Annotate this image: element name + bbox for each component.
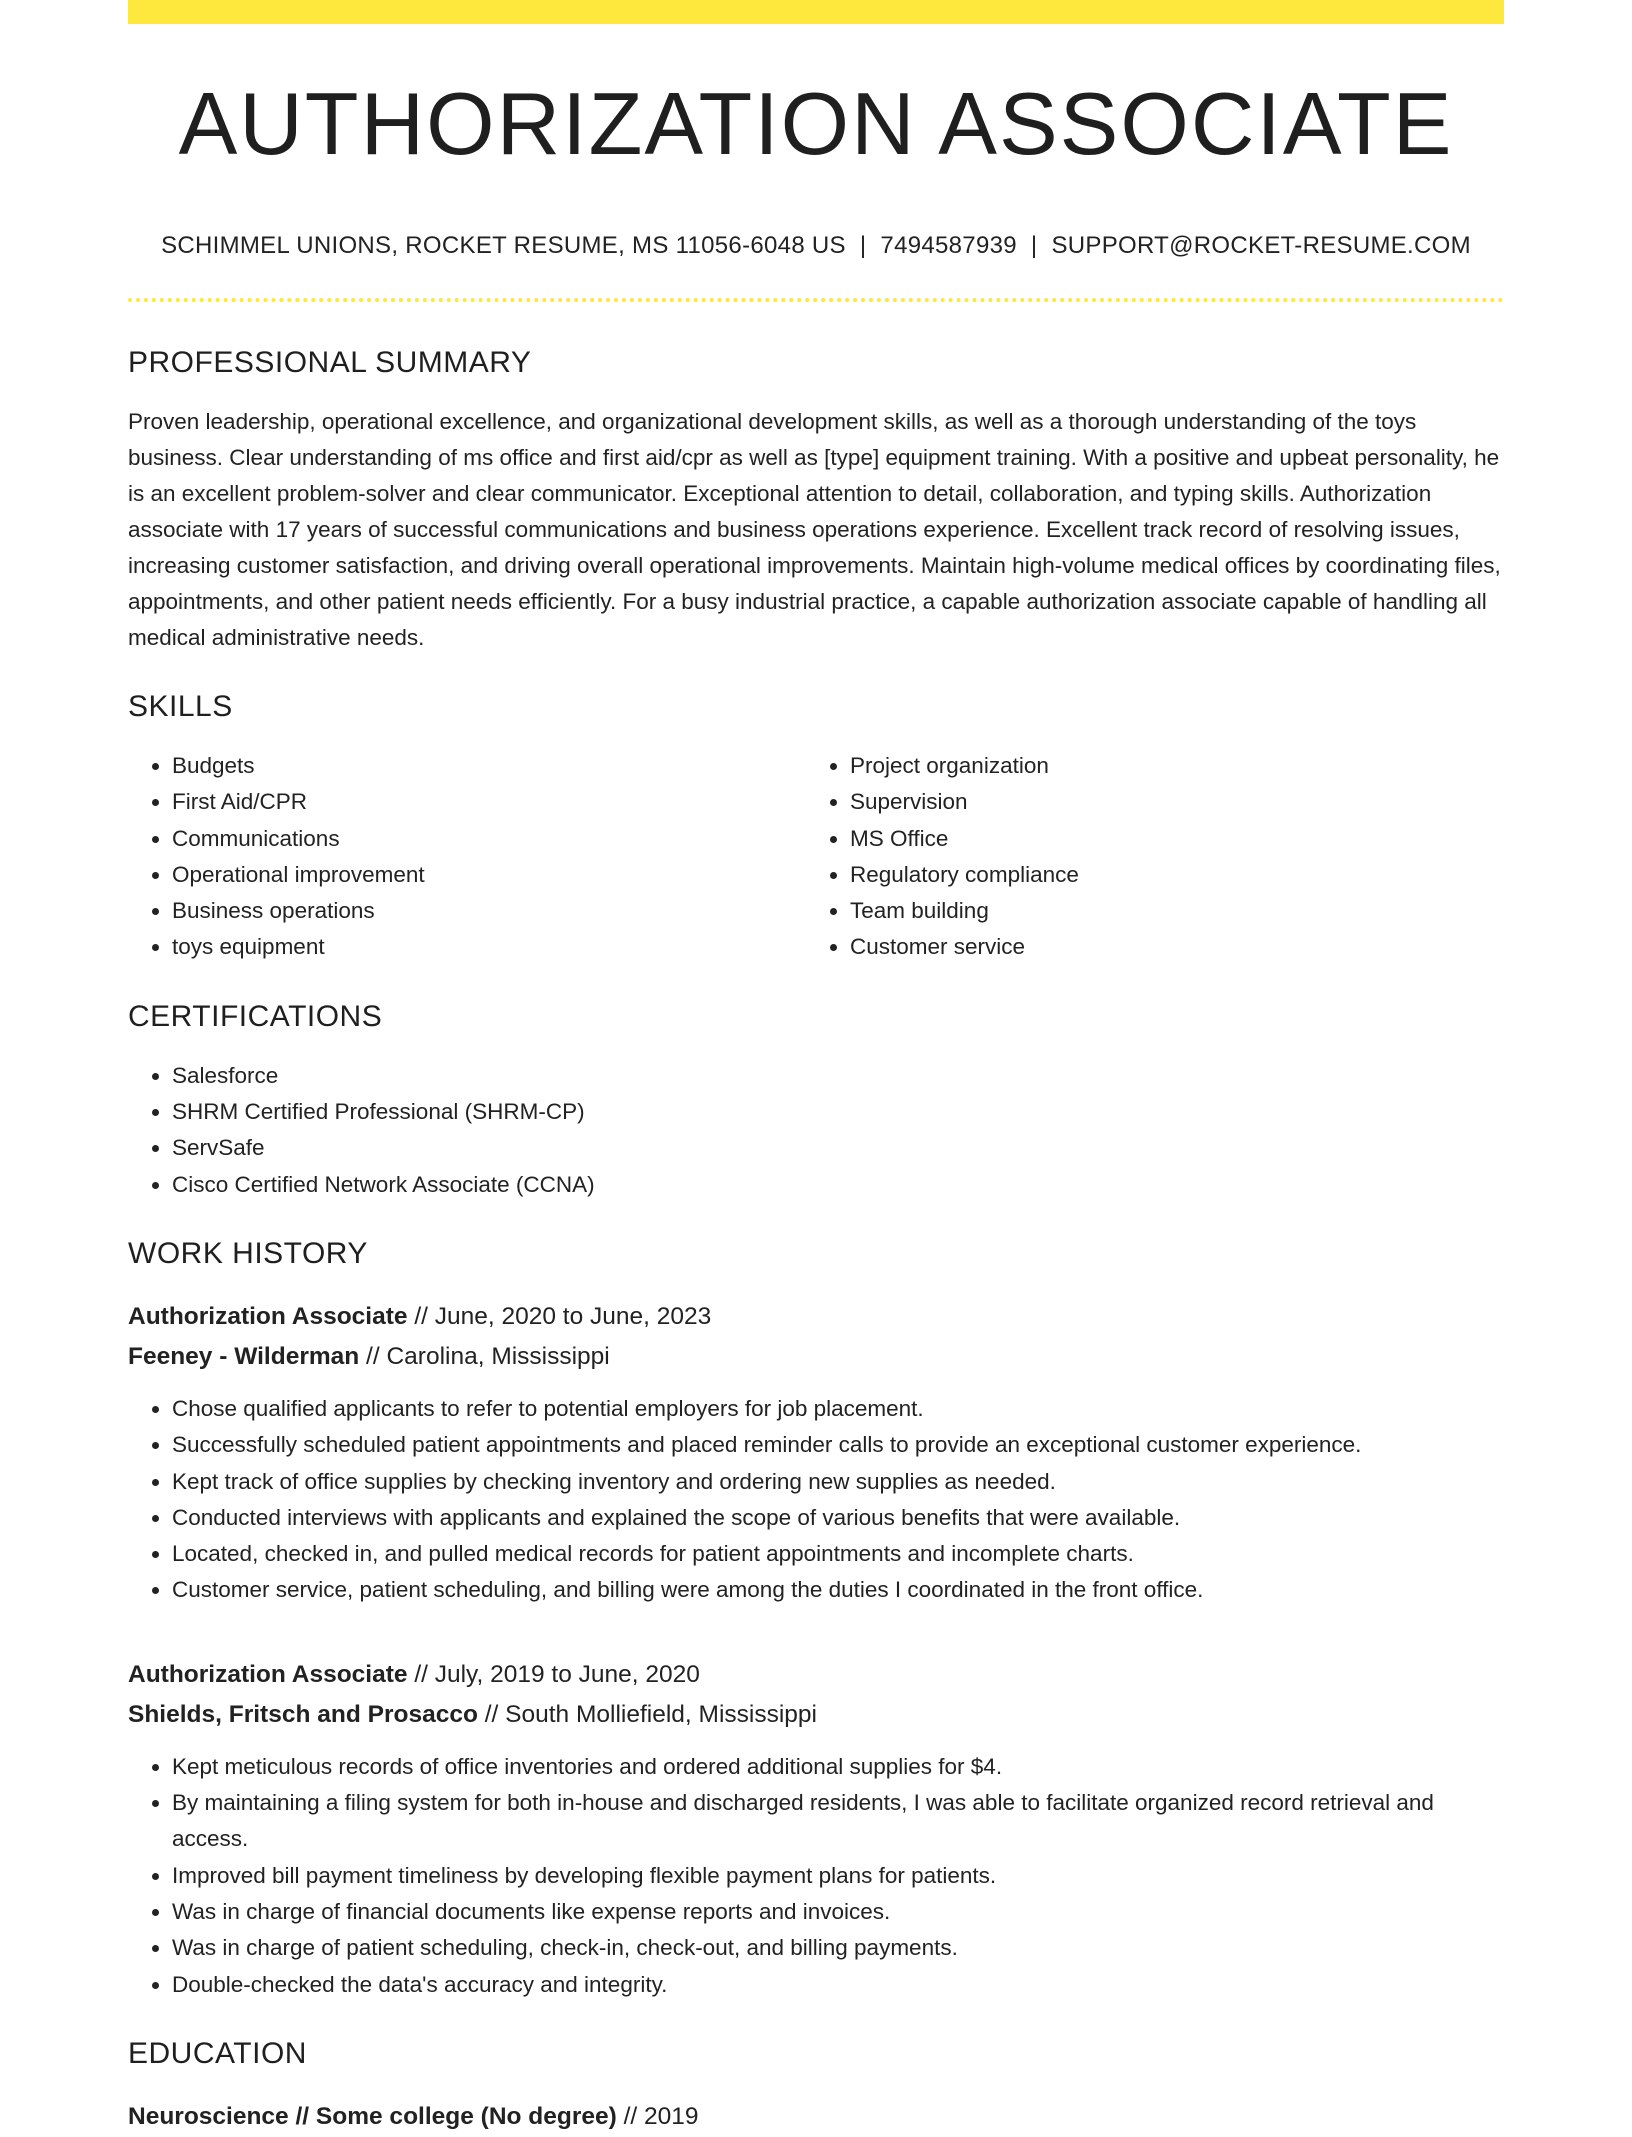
job-company: Feeney - Wilderman [128, 1342, 360, 1370]
job-duty: • Conducted interviews with applicants and explained the scope of various benefits that were available. [172, 1500, 1504, 1536]
skill-item: • Team building [850, 893, 1484, 929]
job-duty: • Improved bill payment timeliness by developing flexible payment plans for patients. [172, 1858, 1504, 1894]
section-heading: EDUCATION [128, 2036, 307, 2070]
section-heading: PROFESSIONAL SUMMARY [128, 346, 532, 379]
job-location: // Carolina, Mississippi [359, 1342, 610, 1370]
resume-title: AUTHORIZATION ASSOCIATE [178, 74, 1454, 173]
skills-list-left [128, 748, 806, 966]
skills-list-right [806, 748, 1484, 966]
skill-item: • toys equipment [172, 929, 806, 965]
contact-address: SCHIMMEL UNIONS, ROCKET RESUME, MS 11056-6048 US [161, 232, 846, 259]
skill-item: • Regulatory compliance [850, 857, 1484, 893]
skill-item: • First Aid/CPR [172, 784, 806, 820]
job-duty: • By maintaining a filing system for both in-house and discharged residents, I was able to facilitate organized record retrieval and access. [172, 1785, 1504, 1858]
job-duties-list [128, 1749, 1504, 2003]
education-section [128, 2037, 1504, 2137]
job-company: Shields, Fritsch and Prosacco [128, 1700, 478, 1728]
skills-grid [128, 748, 1504, 966]
job-duty: • Double-checked the data's accuracy and integrity. [172, 1967, 1504, 2003]
job-company-line [128, 1337, 1504, 1377]
job-duty: • Chose qualified applicants to refer to potential employers for job placement. [172, 1391, 1504, 1427]
summary-section [128, 346, 1504, 656]
header-divider [128, 298, 1504, 302]
education-entry [128, 2097, 1504, 2137]
skill-item: • MS Office [850, 821, 1484, 857]
certification-item: • SHRM Certified Professional (SHRM-CP) [172, 1094, 1504, 1130]
work-history-section [128, 1237, 1504, 2003]
job-duty: • Successfully scheduled patient appointments and placed reminder calls to provide an exceptional customer experience. [172, 1427, 1504, 1463]
accent-bar [128, 0, 1504, 24]
job-duty: • Customer service, patient scheduling, and billing were among the duties I coordinated in the front office. [172, 1572, 1504, 1608]
education-year: // 2019 [616, 2102, 699, 2130]
job-location: // South Molliefield, Mississippi [477, 1700, 817, 1728]
education-degree: Neuroscience // Some college (No degree) [128, 2102, 617, 2130]
skill-item: • Business operations [172, 893, 806, 929]
job-entry [128, 1297, 1504, 1609]
skill-item: • Project organization [850, 748, 1484, 784]
certification-item: • Cisco Certified Network Associate (CCNA) [172, 1167, 1504, 1203]
certifications-section [128, 1000, 1504, 1203]
skill-item: • Operational improvement [172, 857, 806, 893]
job-entry [128, 1655, 1504, 2003]
job-dates: // July, 2019 to June, 2020 [407, 1660, 700, 1688]
certification-item: • Salesforce [172, 1058, 1504, 1094]
job-title: Authorization Associate [128, 1660, 408, 1688]
job-duty: • Kept meticulous records of office inventories and ordered additional supplies for $4. [172, 1749, 1504, 1785]
certifications-list [128, 1058, 1504, 1203]
resume-page [128, 0, 1504, 2137]
certification-item: • ServSafe [172, 1130, 1504, 1166]
skill-item: • Supervision [850, 784, 1484, 820]
skill-item: • Communications [172, 821, 806, 857]
skill-item: • Budgets [172, 748, 806, 784]
job-company-line [128, 1695, 1504, 1735]
contact-phone: 7494587939 [880, 232, 1017, 259]
skills-section [128, 690, 1504, 966]
job-title-line [128, 1655, 1504, 1695]
contact-line [128, 232, 1504, 260]
summary-text: Proven leadership, operational excellence, and organizational development skills, as well as a thorough understanding of the toys business. Clear understanding of ms office and first aid/cpr as well as [type] equipment training. With a positive and upbeat personality, he is an excellent problem-solver and clear communicator. Exceptional attention to detail, collaboration, and typing skills. Authorization associate with 17 years of successful communications and business operations experience. Excellent track record of resolving issues, increasing customer satisfaction, and driving overall operational improvements. Maintain high-volume medical offices by coordinating files, appointments, and other patient needs efficiently. For a busy industrial practice, a capable authorization associate capable of handling all medical administrative needs. [128, 409, 1501, 650]
contact-email: SUPPORT@ROCKET-RESUME.COM [1051, 232, 1471, 259]
job-duty: • Was in charge of financial documents like expense reports and invoices. [172, 1894, 1504, 1930]
job-duty: • Located, checked in, and pulled medical records for patient appointments and incomplete charts. [172, 1536, 1504, 1572]
section-heading: SKILLS [128, 690, 233, 723]
job-dates: // June, 2020 to June, 2023 [407, 1302, 712, 1330]
job-duties-list [128, 1391, 1504, 1609]
section-heading: WORK HISTORY [128, 1236, 368, 1270]
job-title-line [128, 1297, 1504, 1337]
skill-item: • Customer service [850, 929, 1484, 965]
contact-separator: | [859, 232, 867, 259]
job-duty: • Kept track of office supplies by checking inventory and ordering new supplies as needed. [172, 1464, 1504, 1500]
job-duty: • Was in charge of patient scheduling, check-in, check-out, and billing payments. [172, 1930, 1504, 1966]
section-heading: CERTIFICATIONS [128, 999, 383, 1033]
job-title: Authorization Associate [128, 1302, 408, 1330]
contact-separator: | [1030, 232, 1038, 259]
